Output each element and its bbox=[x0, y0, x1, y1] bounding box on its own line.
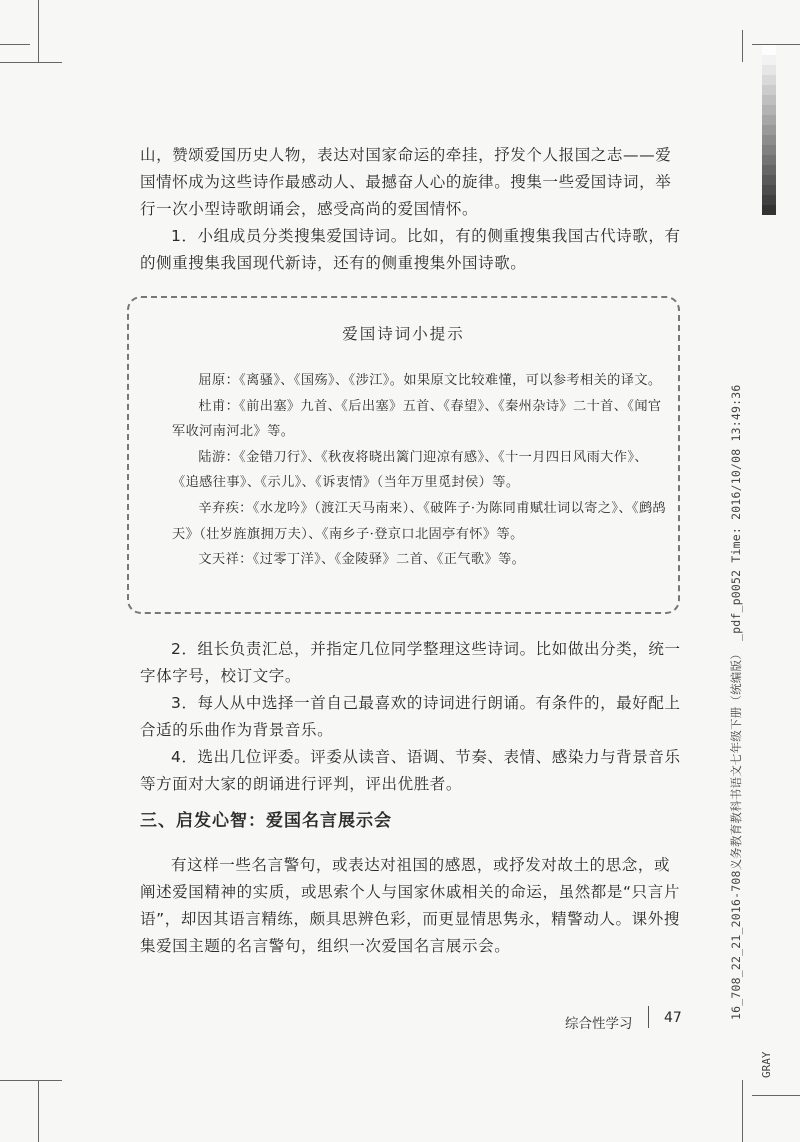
printer-gray-label: GRAY bbox=[760, 1051, 773, 1078]
crop-mark bbox=[0, 44, 30, 45]
grayscale-calibration-bar bbox=[762, 45, 776, 215]
page-number: 47 bbox=[664, 1010, 682, 1026]
crop-mark bbox=[752, 1095, 800, 1096]
crop-mark bbox=[752, 44, 800, 45]
crop-mark bbox=[38, 0, 39, 62]
step-3: 3．每人从中选择一首自己最喜欢的诗词进行朗诵。有条件的，最好配上合适的乐曲作为背景音乐。 bbox=[140, 694, 681, 739]
step-2: 2．组长负责汇总，并指定几位同学整理这些诗词。比如做出分类，统一字体字号，校订文字。 bbox=[140, 640, 681, 685]
footer-divider bbox=[648, 1006, 649, 1028]
section-heading: 三、启发心智：爱国名言展示会 bbox=[140, 811, 392, 831]
tips-title: 爱国诗词小提示 bbox=[342, 325, 465, 343]
crop-mark bbox=[742, 1080, 743, 1142]
tip-item: 辛弃疾：《水龙吟》（渡江天马南来）、《破阵子·为陈同甫赋壮词以寄之》、《鹧鸪天》（壮岁旌旗拥万夫）、《南乡子·登京口北固亭有怀》等。 bbox=[172, 500, 667, 542]
crop-mark bbox=[0, 62, 62, 63]
intro-paragraph: 山，赞颂爱国历史人物，表达对国家命运的牵挂，抒发个人报国之志——爱国情怀成为这些诗作最感动人、最撼奋人心的旋律。搜集一些爱国诗词，举行一次小型诗歌朗诵会，感受高尚的爱国情怀。 bbox=[140, 146, 672, 218]
tip-item: 杜甫：《前出塞》九首、《后出塞》五首、《春望》、《秦州杂诗》二十首、《闻官军收河南河北》等。 bbox=[172, 398, 662, 440]
step-1: 1．小组成员分类搜集爱国诗词。比如，有的侧重搜集我国古代诗歌，有的侧重搜集我国现代新诗，还有的侧重搜集外国诗歌。 bbox=[140, 227, 681, 272]
step-4: 4．选出几位评委。评委从读音、语调、节奏、表情、感染力与背景音乐等方面对大家的朗诵进行评判，评出优胜者。 bbox=[140, 748, 681, 793]
section-body: 有这样一些名言警句，或表达对祖国的感恩，或抒发对故土的思念，或阐述爱国精神的实质，或思索个人与国家休戚相关的命运，虽然都是“只言片语”，却因其语言精练，颇具思辨色彩，而更显情思隽永，精警动人。课外搜集爱国主题的名言警句，组织一次爱国名言展示会。 bbox=[140, 856, 680, 955]
printer-slug: 16_708_22_21_2016-708义务教育教科书语文七年级下册（统编版） _pdf_p0052 Time: 2016/10/08 13:49:36 bbox=[729, 384, 743, 1020]
tip-item: 文天祥：《过零丁洋》、《金陵驿》二首、《正气歌》等。 bbox=[198, 552, 526, 568]
tip-item: 屈原：《离骚》、《国殇》、《涉江》。如果原文比较难懂，可以参考相关的译文。 bbox=[198, 373, 662, 388]
footer-section-label: 综合性学习 bbox=[565, 1016, 633, 1032]
tip-item: 陆游：《金错刀行》、《秋夜将晓出篱门迎凉有感》、《十一月四日风雨大作》、《追感往事》、《示儿》、《诉衷情》（当年万里觅封侯）等。 bbox=[172, 449, 648, 491]
crop-mark bbox=[0, 1080, 62, 1081]
tips-list bbox=[172, 368, 667, 573]
crop-mark bbox=[742, 30, 743, 62]
crop-mark bbox=[38, 1080, 39, 1142]
